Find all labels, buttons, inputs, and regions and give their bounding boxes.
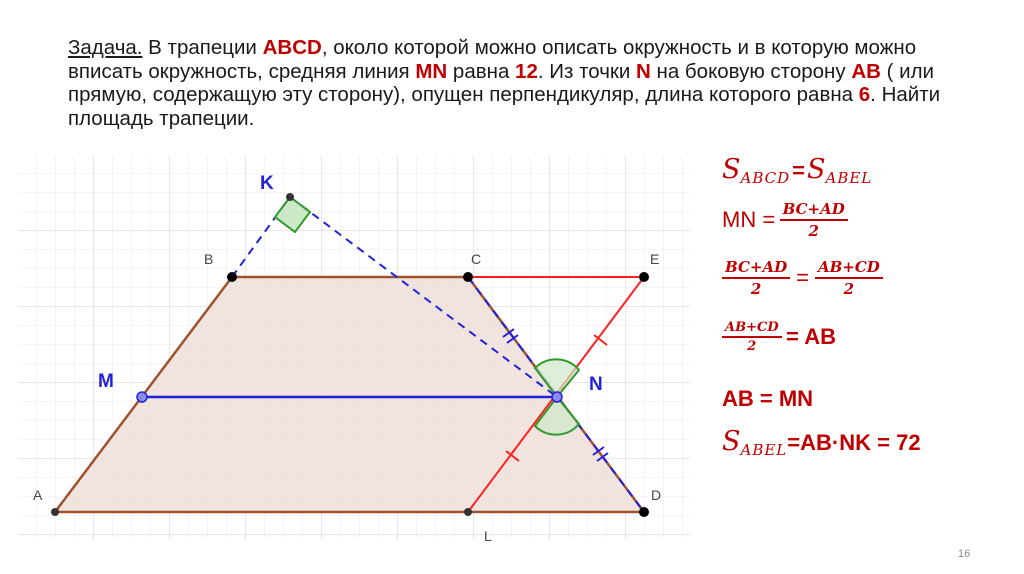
formula-area-equality: SABCD=SABEL [722, 154, 873, 187]
point-k [286, 193, 294, 201]
point-l [464, 508, 472, 516]
formula-ab-mn: AB = MN [722, 386, 814, 411]
problem-text-5: на боковую сторону [650, 59, 852, 83]
formula-half-sum: $\frac{AB+CD}{2}$ = AB [722, 320, 836, 354]
fraction-ab-cd-2: $\frac{AB+CD}{2}$ [722, 320, 782, 354]
label-n: N [589, 374, 603, 395]
problem-text-2: , около которой можно описать окружность и в которую можно вписать окружность, средняя линия [68, 36, 917, 83]
label-l: L [484, 528, 492, 544]
point-c [463, 272, 473, 282]
label-m: M [98, 371, 114, 392]
formula-area-result: SABEL=AB·NK = 72 [722, 426, 921, 459]
point-n [552, 392, 562, 402]
fraction-bc-ad-2: $\frac{BC+AD}{2}$ [722, 258, 790, 298]
fraction-bc-ad: $\frac{BC+AD}{2}$ [780, 200, 848, 240]
trapezoid-name: ABCD [262, 36, 322, 59]
formula-pitot: $\frac{BC+AD}{2}$ = $\frac{AB+CD}{2}$ [722, 258, 883, 298]
point-b [227, 272, 237, 282]
point-m [137, 392, 147, 402]
side-name: AB [851, 59, 881, 83]
point-d [639, 507, 649, 517]
problem-text-7: . Найти площадь трапеции. [68, 83, 941, 130]
problem-text-3: равна [447, 59, 516, 83]
label-c: C [471, 251, 482, 267]
point-e [639, 272, 649, 282]
formula-midline: MN = $\frac{BC+AD}{2}$ [722, 200, 848, 240]
label-e: E [650, 251, 660, 267]
perpendicular-length: 6 [858, 83, 871, 106]
midline-length: 12 [515, 59, 538, 83]
point-a [51, 508, 59, 516]
point-n-name: N [636, 59, 651, 83]
page-number: 16 [958, 548, 971, 560]
label-k: K [260, 173, 274, 194]
problem-text-4: . Из точки [537, 59, 636, 83]
fraction-ab-cd: $\frac{AB+CD}{2}$ [815, 258, 883, 298]
task-word: Задача. [68, 36, 143, 59]
problem-text-1: В трапеции [142, 36, 263, 59]
label-d: D [651, 487, 662, 503]
problem-text-6: ( или прямую, содержащую эту сторону), опущен перпендикуляр, длина которого равна [68, 59, 935, 106]
label-a: A [33, 487, 43, 503]
midline-name: MN [415, 59, 448, 83]
label-b: B [204, 251, 214, 267]
